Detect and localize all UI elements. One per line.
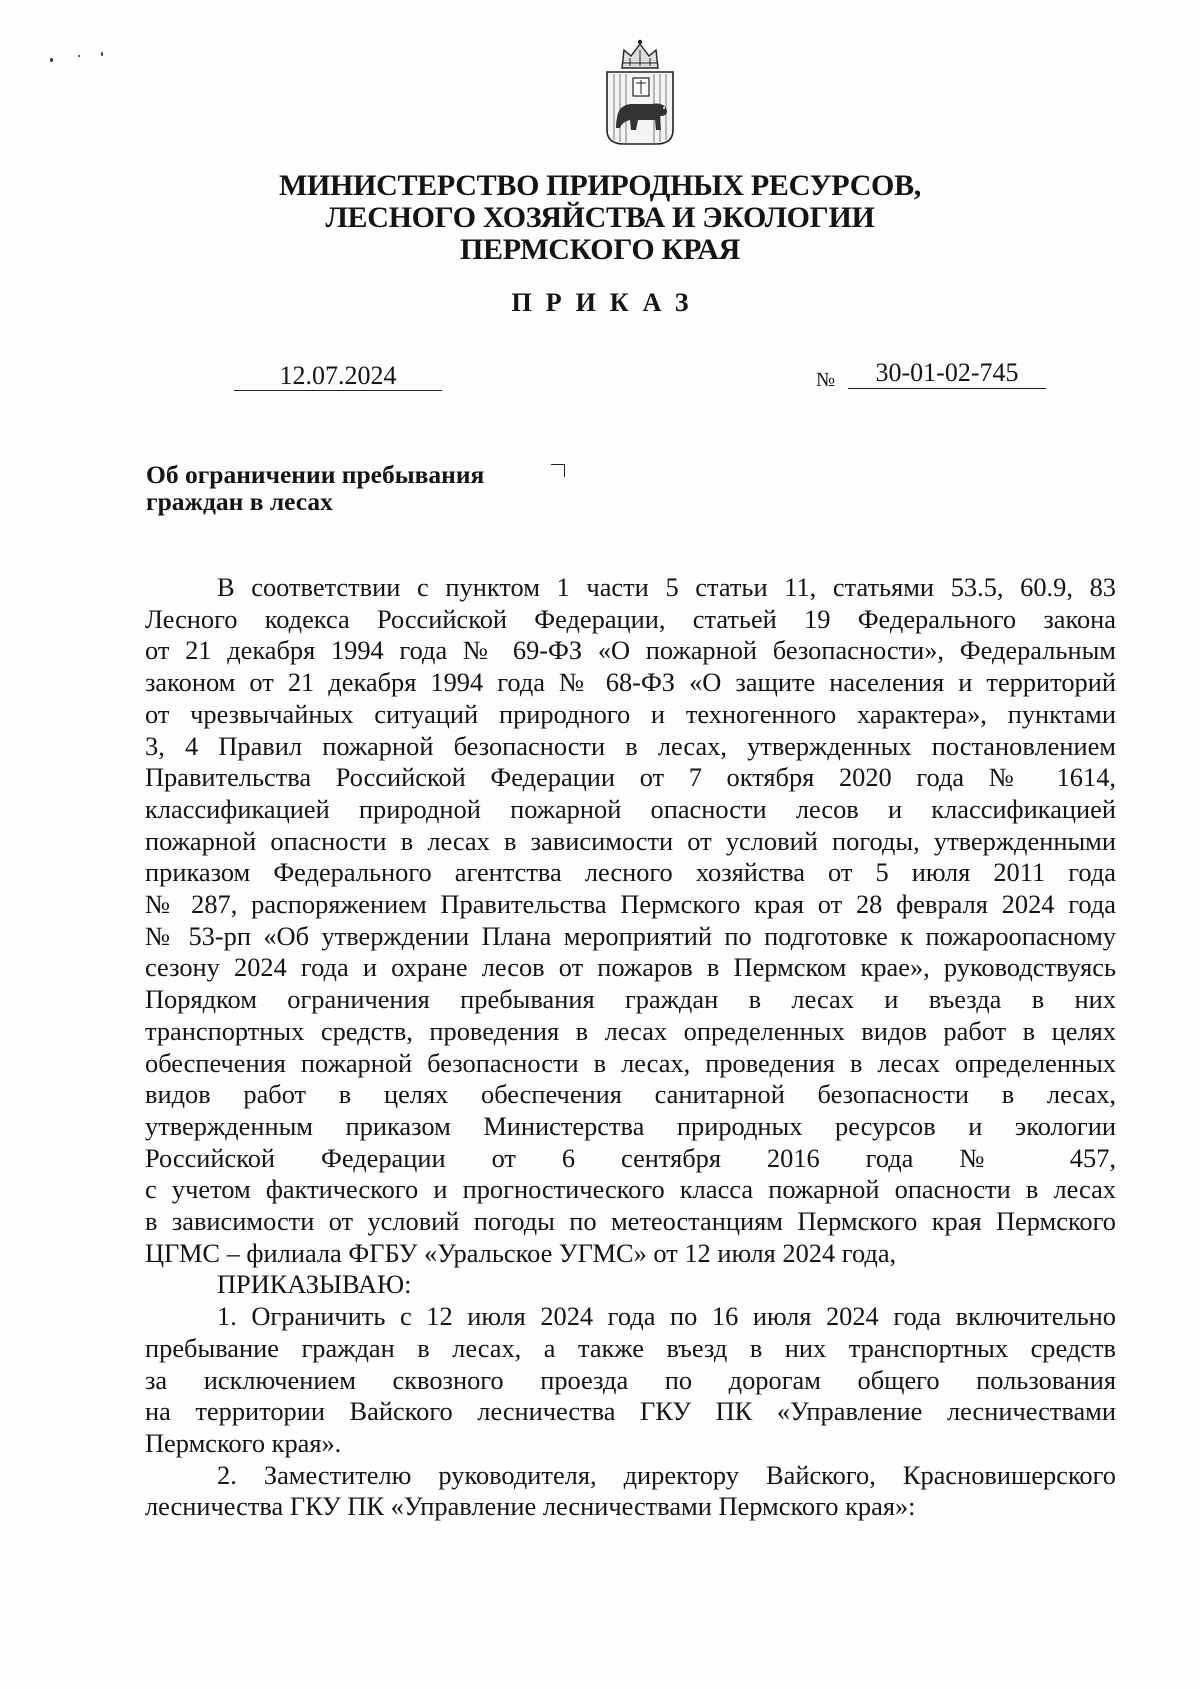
scan-speck bbox=[50, 58, 53, 62]
body-line: приказом Федерального агентства лесного хозяйства от 5 июля 2011 года bbox=[145, 857, 1116, 888]
coat-of-arms-emblem bbox=[600, 36, 680, 148]
body-line: пожарной опасности в лесах в зависимости от условий погоды, утвержденными bbox=[145, 825, 1116, 856]
body-line: Российской Федерации от 6 сентября 2016 года № 457, bbox=[145, 1142, 1116, 1173]
body-line: 3, 4 Правил пожарной безопасности в лесах, утвержденных постановлением bbox=[145, 730, 1116, 761]
order-subject bbox=[146, 461, 484, 515]
order-body bbox=[145, 572, 1116, 1523]
body-line: на территории Вайского лесничества ГКУ ПК «Управление лесничествами bbox=[145, 1396, 1116, 1427]
body-line: за исключением сквозного проезда по дорогам общего пользования bbox=[145, 1364, 1116, 1395]
body-line: с учетом фактического и прогностического класса пожарной опасности в лесах bbox=[145, 1174, 1116, 1205]
number-sign: № bbox=[816, 369, 836, 391]
body-line: № 287, распоряжением Правительства Пермского края от 28 февраля 2024 года bbox=[145, 889, 1116, 920]
body-line: пребывание граждан в лесах, а также въезд в них транспортных средств bbox=[145, 1332, 1116, 1363]
order-number: 30-01-02-745 bbox=[848, 358, 1046, 389]
body-line: обеспечения пожарной безопасности в лесах, проведения в лесах определенных bbox=[145, 1047, 1116, 1078]
body-line: Пермского края». bbox=[145, 1427, 342, 1458]
body-line: сезону 2024 года и охране лесов от пожаров в Пермском крае», руководствуясь bbox=[145, 952, 1116, 983]
body-line: законом от 21 декабря 1994 года № 68-ФЗ «О защите населения и территорий bbox=[145, 667, 1116, 698]
body-line: лесничества ГКУ ПК «Управление лесничествами Пермского края»: bbox=[145, 1491, 916, 1522]
body-line: 2. Заместителю руководителя, директору Вайского, Красновишерского bbox=[217, 1459, 1116, 1490]
body-line: Лесного кодекса Российской Федерации, статьей 19 Федерального закона bbox=[145, 603, 1116, 634]
body-line: утвержденным приказом Министерства природных ресурсов и экологии bbox=[145, 1110, 1116, 1141]
ministry-name bbox=[0, 170, 1200, 266]
ministry-name-line: ПЕРМСКОГО КРАЯ bbox=[460, 233, 740, 266]
ministry-name-line: ЛЕСНОГО ХОЗЯЙСТВА И ЭКОЛОГИИ bbox=[325, 201, 875, 234]
body-line: видов работ в целях обеспечения санитарной безопасности в лесах, bbox=[145, 1079, 1116, 1110]
body-line: транспортных средств, проведения в лесах определенных видов работ в целях bbox=[145, 1015, 1116, 1046]
body-line: Порядком ограничения пребывания граждан в лесах и въезда в них bbox=[145, 984, 1116, 1015]
body-line: 1. Ограничить с 12 июля 2024 года по 16 июля 2024 года включительно bbox=[217, 1301, 1116, 1332]
body-line: от чрезвычайных ситуаций природного и техногенного характера», пунктами bbox=[145, 698, 1116, 729]
scan-speck bbox=[78, 55, 80, 57]
scan-speck bbox=[101, 52, 103, 56]
body-line: Правительства Российской Федерации от 7 октября 2020 года № 1614, bbox=[145, 762, 1116, 793]
body-line: в зависимости от условий погоды по метеостанциям Пермского края Пермского bbox=[145, 1206, 1116, 1237]
subject-line: Об ограничении пребывания bbox=[146, 460, 485, 489]
body-line: классификацией природной пожарной опасности лесов и классификацией bbox=[145, 793, 1116, 824]
document-type-title: ПРИКАЗ bbox=[511, 288, 703, 317]
order-date: 12.07.2024 bbox=[234, 362, 442, 391]
body-line: № 53-рп «Об утверждении Плана мероприятий по подготовке к пожароопасному bbox=[145, 920, 1116, 951]
ministry-name-line: МИНИСТЕРСТВО ПРИРОДНЫХ РЕСУРСОВ, bbox=[278, 169, 922, 202]
body-line: В соответствии с пунктом 1 части 5 статьи 11, статьями 53.5, 60.9, 83 bbox=[217, 572, 1116, 602]
body-line: ЦГМС – филиала ФГБУ «Уральское УГМС» от 12 июля 2024 года, bbox=[145, 1237, 897, 1268]
subject-corner-mark bbox=[551, 464, 565, 477]
subject-line: граждан в лесах bbox=[146, 487, 333, 516]
body-line: от 21 декабря 1994 года № 69-ФЗ «О пожарной безопасности», Федеральным bbox=[145, 635, 1116, 666]
body-line: ПРИКАЗЫВАЮ: bbox=[217, 1269, 412, 1300]
